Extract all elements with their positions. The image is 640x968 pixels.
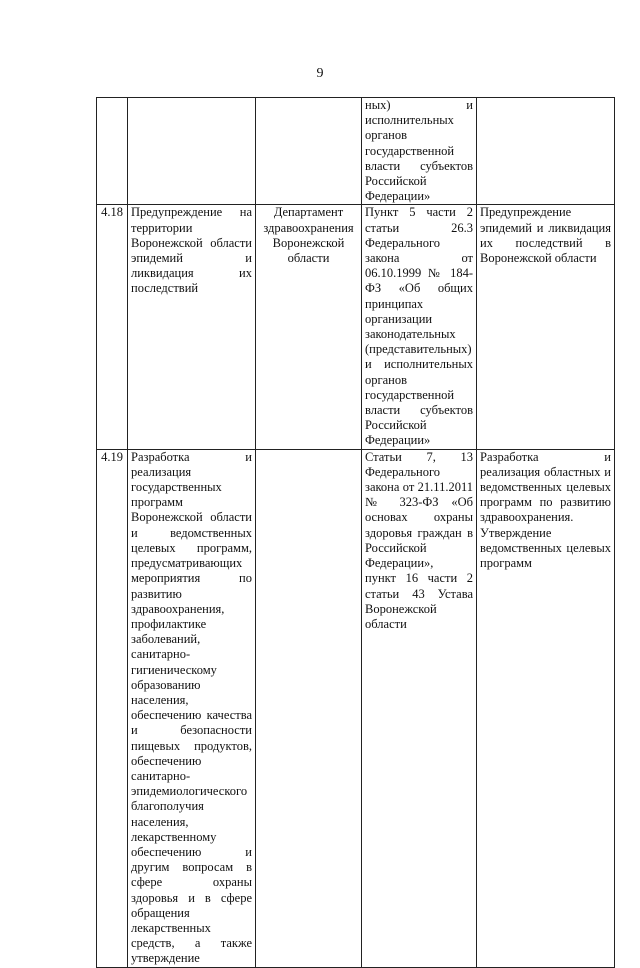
legal-basis-paragraph: пункт 16 части 2 статьи 43 Устава Воронежской области [365, 571, 473, 631]
department-cell [256, 449, 362, 967]
legal-basis-cell [362, 449, 477, 967]
function-description-cell [477, 98, 615, 205]
legal-basis-cell: ных) и исполнительных органов государственной власти субъектов Российской Федерации» [362, 98, 477, 205]
function-description-cell: Предупреждение эпидемий и ликвидация их последствий в Воронежской области [477, 205, 615, 449]
page-number: 9 [316, 66, 324, 81]
functions-table [96, 97, 615, 968]
legal-basis-paragraph: Статьи 7, 13 Федерального закона от 21.11.2011 № 323-ФЗ «Об основах охраны здоровья граждан в Российской Федерации», [365, 449, 473, 571]
function-title-cell [128, 98, 256, 205]
table-row [97, 205, 615, 449]
table-row [97, 449, 615, 967]
legal-basis-cell: Пункт 5 части 2 статьи 26.3 Федерального закона от 06.10.1999 № 184-ФЗ «Об общих принципах организации законодательных (представительных) и исполнительных органов государственной власти субъектов Российской Федерации» [362, 205, 477, 449]
function-description-cell [477, 449, 615, 967]
function-title-cell: Предупреждение на территории Воронежской области эпидемий и ликвидация их последствий [128, 205, 256, 449]
row-number-cell: 4.19 [97, 449, 128, 967]
function-title-cell: Разработка и реализация государственных программ Воронежской области и ведомственных целевых программ, предусматривающих мероприятия по развитию здравоохранения, профилактике заболеваний, санитарно-гигиеническому образованию населения, обеспечению качества и безопасности пищевых продуктов, обеспечению санитарно-эпидемиологического благополучия населения, лекарственному обеспечению и другим вопросам в сфере охраны здоровья и в сфере обращения лекарственных средств, а также утверждение [128, 449, 256, 967]
row-number-cell [97, 98, 128, 205]
function-description-paragraph: Утверждение ведомственных целевых программ [480, 525, 611, 571]
table-row [97, 98, 615, 205]
row-number-cell: 4.18 [97, 205, 128, 449]
department-cell: Департамент здравоохранения Воронежской области [256, 205, 362, 449]
function-description-paragraph: Разработка и реализация областных и ведомственных целевых программ по развитию здравоохранения. [480, 449, 611, 525]
department-cell [256, 98, 362, 205]
